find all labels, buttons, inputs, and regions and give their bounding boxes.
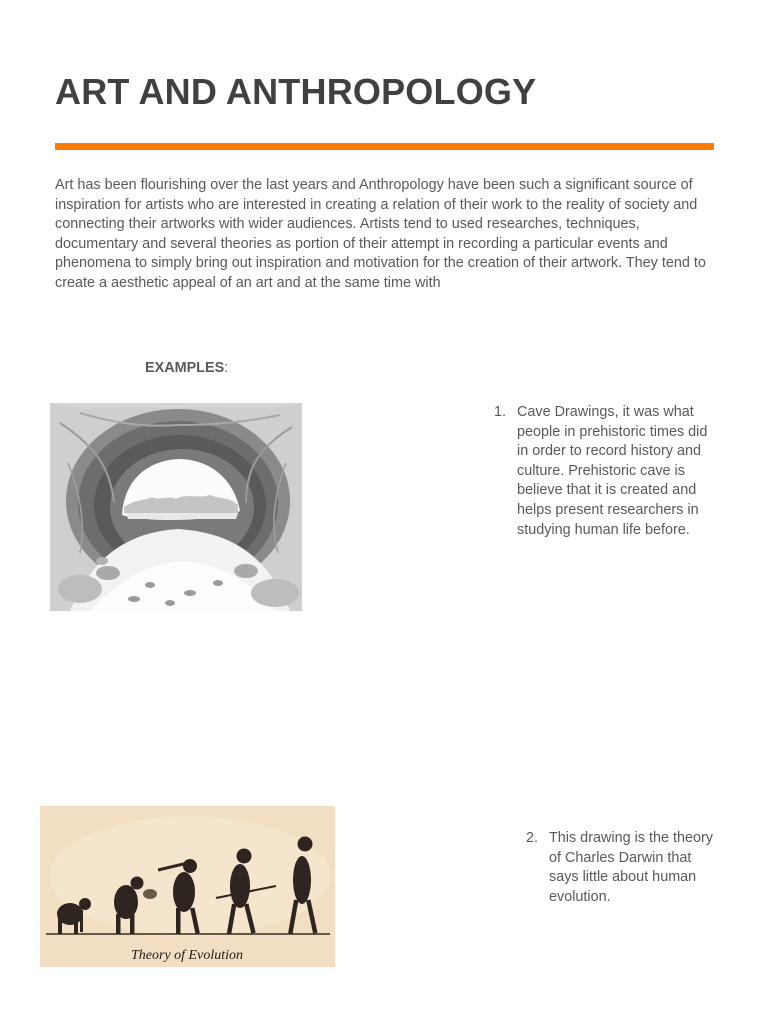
examples-heading-label: EXAMPLES	[145, 360, 225, 376]
human-evolution-illustration-icon	[40, 806, 335, 967]
evolution-image	[40, 806, 335, 967]
examples-heading-colon: :	[224, 360, 229, 376]
list-item-text: This drawing is the theory of Charles Darwin that says little about human evolution.	[549, 830, 713, 905]
cave-drawing-image	[50, 403, 302, 611]
intro-paragraph: Art has been flourishing over the last years and Anthropology have been such a significant source of inspiration for artists who are interested in creating a relation of their work to the reality of society and connecting their artworks with wider audiences. Artists tend to used researches, techniques, documentary and several theories as portion of their attempt in recording a particular events and phenomena to simply bring out inspiration and motivation for the creation of their artwork. They tend to create a aesthetic appeal of an art and at the same time with	[55, 177, 706, 291]
evolution-image-caption: Theory of Evolution	[131, 948, 243, 963]
examples-heading	[145, 360, 228, 376]
cave-drawing-illustration-icon	[50, 403, 302, 611]
list-item-text: Cave Drawings, it was what people in prehistoric times did in order to record history and culture. Prehistoric cave is believe that it is created and helps present researchers in studying human life before.	[517, 404, 708, 538]
page-title: ART AND ANTHROPOLOGY	[55, 71, 537, 112]
orange-divider	[55, 143, 714, 150]
list-item-number: 1.	[494, 404, 507, 420]
list-item-number: 2.	[526, 830, 539, 846]
